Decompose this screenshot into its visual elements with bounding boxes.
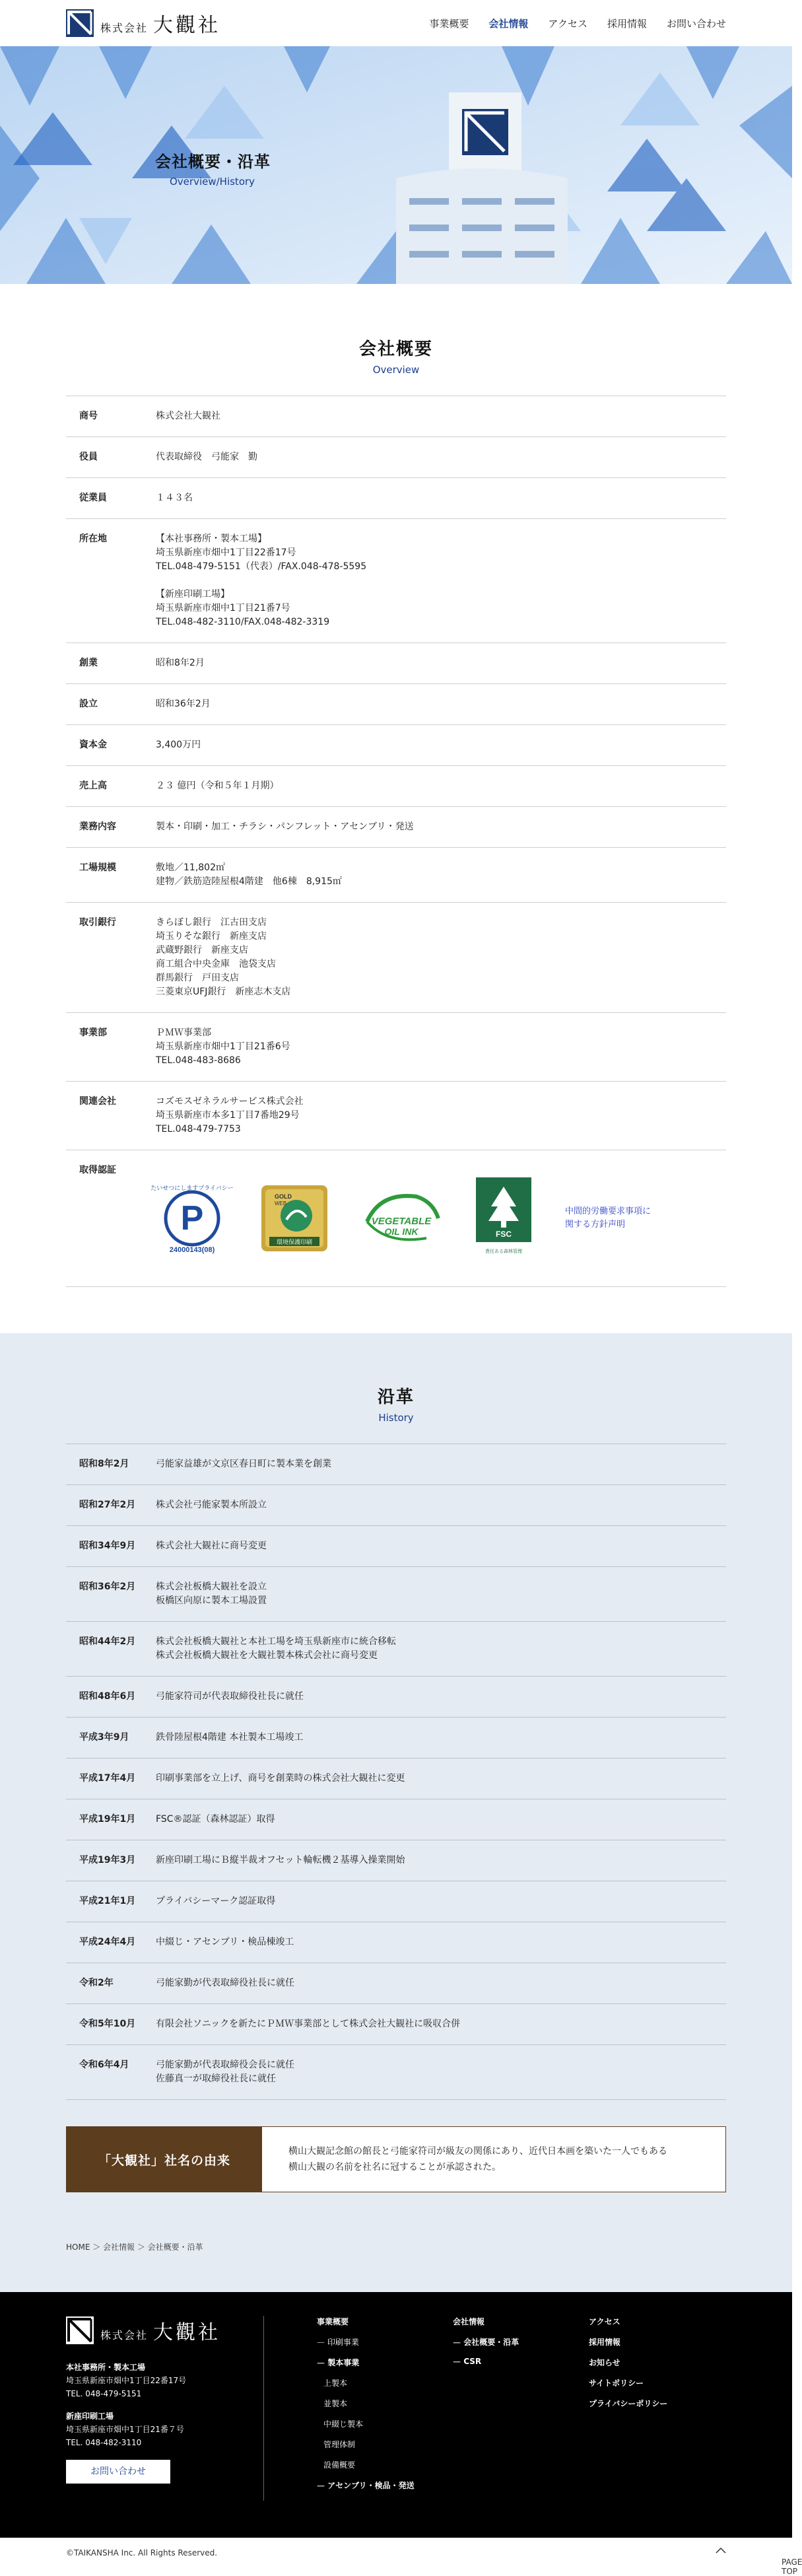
- table-row: [66, 1150, 726, 1287]
- page-subtitle: Overview/History: [170, 176, 255, 188]
- row-value: FSC®認証（森林認証）取得: [156, 1814, 275, 1825]
- green-bottom: 環境保護印刷: [276, 1239, 313, 1246]
- history-subtitle: History: [378, 1412, 414, 1424]
- row-value: 代表取締役 弓能家 勤: [156, 452, 257, 462]
- copyright-bar: [0, 2538, 802, 2576]
- green-mid: WEB: [275, 1201, 287, 1206]
- row-label: 平成17年4月: [79, 1773, 136, 1784]
- row-label: 取得認証: [79, 1165, 116, 1175]
- table-row: [66, 437, 726, 478]
- footer-col-other: [589, 2316, 725, 2501]
- hero-banner: [0, 46, 792, 284]
- footer-link[interactable]: 会社情報: [453, 2317, 485, 2326]
- table-row: [66, 1677, 726, 1718]
- site-footer: [0, 2292, 792, 2538]
- footer-logo-small: 株式会社: [100, 2329, 149, 2342]
- nav-access[interactable]: アクセス: [548, 17, 587, 30]
- history-table: [66, 1444, 726, 2100]
- row-value: 新座印刷工場にＢ縦半裁オフセット輪転機２基導入操業開始: [156, 1855, 405, 1865]
- row-value: 株式会社大観社: [156, 411, 220, 421]
- table-row: [66, 519, 726, 643]
- table-row: [66, 1758, 726, 1799]
- table-row: [66, 643, 726, 684]
- table-row: [66, 766, 726, 807]
- footer-link[interactable]: 採用情報: [589, 2338, 621, 2347]
- policy-statement-link[interactable]: 中間的労働要求事項に 関する方針声明: [565, 1206, 652, 1230]
- veg-line2: OIL INK: [384, 1226, 418, 1237]
- row-label: 平成21年1月: [79, 1896, 136, 1906]
- row-value: 弓能家勤が代表取締役社長に就任: [156, 1978, 294, 1988]
- row-value: 株式会社板橋大観社を設立 板橋区向原に製本工場設置: [156, 1582, 267, 1606]
- table-row: [66, 1622, 726, 1677]
- table-row: [66, 1718, 726, 1758]
- row-label: 昭和8年2月: [79, 1459, 129, 1469]
- row-value: 敷地／11,802㎡ 建物／鉄筋造陸屋根4階建 他6棟 8,915㎡: [156, 862, 342, 887]
- footer-logo-big: 大觀社: [153, 2321, 221, 2344]
- nav-company[interactable]: 会社情報: [488, 17, 529, 30]
- table-row: [66, 1013, 726, 1082]
- table-row: [66, 1799, 726, 1840]
- table-row: [66, 1922, 726, 1963]
- row-label: 商号: [79, 411, 98, 421]
- row-label: 昭和27年2月: [79, 1500, 136, 1510]
- row-label: 昭和36年2月: [79, 1582, 136, 1592]
- row-value: 中綴じ・アセンブリ・検品棟竣工: [156, 1937, 294, 1947]
- row-value: プライバシーマーク認証取得: [156, 1896, 276, 1906]
- footer-link[interactable]: 管理体制: [323, 2440, 356, 2449]
- row-label: 令和2年: [79, 1978, 114, 1988]
- row-label: 平成24年4月: [79, 1937, 136, 1947]
- overview-table: [66, 396, 726, 1150]
- site-header: [0, 0, 792, 46]
- name-origin-box: [66, 2126, 726, 2192]
- table-row: [66, 848, 726, 903]
- footer-logo-mark-icon: [66, 2316, 94, 2344]
- footer-address-print: 新座印刷工場 埼玉県新座市畑中1丁目21番７号 TEL. 048-482-3110: [66, 2412, 184, 2447]
- chevron-up-icon: [716, 2547, 726, 2554]
- history-section: [0, 1333, 792, 2292]
- page-top-button[interactable]: [716, 2547, 802, 2576]
- green-top: GOLD: [275, 1193, 292, 1200]
- row-label: 業務内容: [79, 821, 116, 832]
- nav-business[interactable]: 事業概要: [429, 17, 469, 30]
- table-row: [66, 903, 726, 1013]
- footer-link[interactable]: — CSR: [453, 2357, 589, 2366]
- row-label: 売上高: [79, 781, 107, 791]
- row-value: 昭和36年2月: [156, 699, 211, 709]
- table-row: [66, 1444, 726, 1485]
- row-value: 3,400万円: [156, 740, 201, 750]
- row-label: 昭和48年6月: [79, 1691, 136, 1702]
- row-label: 平成19年1月: [79, 1814, 136, 1825]
- table-row: [66, 1082, 726, 1150]
- row-value: 昭和8年2月: [156, 658, 205, 668]
- row-label: 平成3年9月: [79, 1732, 129, 1743]
- row-label: 令和6年4月: [79, 2060, 129, 2070]
- veg-line1: VEGETABLE: [371, 1216, 432, 1227]
- overview-subtitle: Overview: [372, 364, 420, 376]
- table-row: [66, 396, 726, 437]
- row-label: 従業員: [79, 493, 107, 503]
- table-row: [66, 2045, 726, 2100]
- copyright-text: ©TAIKANSHA Inc. All Rights Reserved.: [66, 2548, 218, 2558]
- site-logo[interactable]: [66, 9, 220, 38]
- hero-background: [0, 46, 792, 284]
- cert-logos: [150, 1177, 726, 1259]
- footer-logo[interactable]: [66, 2316, 263, 2345]
- page-top-label: PAGE TOP: [782, 2558, 802, 2576]
- footer-link[interactable]: アクセス: [589, 2317, 620, 2326]
- nav-contact[interactable]: お問い合わせ: [666, 17, 726, 30]
- row-label: 取引銀行: [79, 917, 116, 928]
- fsc-sub: 責任ある森林管理: [485, 1249, 522, 1254]
- row-value: 弓能家益雄が文京区春日町に製本業を創業: [156, 1459, 331, 1469]
- row-value: 有限会社ソニックを新たにＰＭＷ事業部として株式会社大観社に吸収合併: [156, 2019, 461, 2029]
- table-row: [66, 478, 726, 519]
- logo-mark-icon: [66, 9, 94, 37]
- cert-table: [66, 1150, 726, 1287]
- row-value: 弓能家勤が代表取締役会長に就任 佐藤真一が取締役社長に就任: [156, 2060, 294, 2084]
- table-row: [66, 1567, 726, 1622]
- row-value: 【本社事務所・製本工場】 埼玉県新座市畑中1丁目22番17号 TEL.048-479-5151（代表）/FAX.048-478-5595 【新座印刷工場】 埼玉県新座市畑中1丁目21番7号 TEL.048-482-3110/FAX.048-482-3319: [156, 534, 367, 627]
- footer-col-company: [453, 2316, 589, 2501]
- footer-link[interactable]: プライバシーポリシー: [589, 2399, 668, 2408]
- fsc-icon: [474, 1177, 533, 1259]
- row-value: 鉄骨陸屋根4階建 本社製本工場竣工: [156, 1732, 304, 1743]
- row-label: 平成19年3月: [79, 1855, 136, 1865]
- footer-address-main: 本社事務所・製本工場 埼玉県新座市畑中1丁目22番17号 TEL. 048-479-5151: [66, 2363, 187, 2398]
- footer-contact-button[interactable]: お問い合わせ: [66, 2460, 170, 2484]
- row-label: 昭和44年2月: [79, 1636, 136, 1647]
- row-value: ２３ 億円（令和５年１月期）: [156, 781, 279, 791]
- row-label: 関連会社: [79, 1096, 116, 1107]
- footer-col-business: [317, 2316, 453, 2501]
- history-title: 沿革: [377, 1387, 415, 1407]
- row-value: 印刷事業部を立上げ、商号を創業時の株式会社大観社に変更: [156, 1773, 405, 1784]
- fsc-text: FSC: [496, 1230, 512, 1239]
- table-row: [66, 725, 726, 766]
- name-origin-label: 「大観社」社名の由来: [67, 2127, 262, 2192]
- row-value: コズモスゼネラルサービス株式会社 埼玉県新座市本多1丁目7番地29号 TEL.048-479-7753: [156, 1096, 304, 1134]
- footer-link[interactable]: — 製本事業: [317, 2357, 453, 2368]
- footer-link[interactable]: サイトポリシー: [589, 2379, 644, 2388]
- logo-big-text: 大觀社: [153, 14, 221, 37]
- footer-link[interactable]: 事業概要: [317, 2317, 349, 2326]
- row-label: 資本金: [79, 740, 107, 750]
- row-label: 役員: [79, 452, 98, 462]
- name-origin-text: 横山大観記念館の館長と弓能家符司が級友の関係にあり、近代日本画を築いた一人でもある 横山大観の名前を社名に冠することが承認された。: [288, 2146, 667, 2173]
- nav-recruit[interactable]: 採用情報: [607, 17, 647, 30]
- footer-link[interactable]: 上製本: [323, 2379, 348, 2388]
- table-row: [66, 684, 726, 725]
- page-title: 会社概要・沿革: [155, 153, 271, 171]
- table-row: [66, 1485, 726, 1526]
- privacy-mark-icon: [150, 1182, 234, 1255]
- table-row: [66, 1881, 726, 1922]
- breadcrumb[interactable]: HOME ＞ 会社情報 ＞ 会社概要・沿革: [66, 2243, 203, 2252]
- row-label: 工場規模: [79, 862, 116, 873]
- row-label: 令和5年10月: [79, 2019, 136, 2029]
- footer-link[interactable]: 並製本: [323, 2399, 348, 2408]
- row-value: きらぼし銀行 江古田支店 埼玉りそな銀行 新座支店 武蔵野銀行 新座支店 商工組合中央金庫 池袋支店 群馬銀行 戸田支店 三菱東京UFJ銀行 新座志木支店: [156, 917, 291, 997]
- logo-small-text: 株式会社: [100, 22, 149, 34]
- footer-link[interactable]: — 会社概要・沿革: [453, 2336, 589, 2348]
- table-row: [66, 2004, 726, 2045]
- overview-section: [0, 284, 792, 1333]
- row-value: １４３名: [156, 493, 193, 503]
- row-value: 株式会社弓能家製本所設立: [156, 1500, 267, 1510]
- row-value: 株式会社板橋大観社と本社工場を埼玉県新座市に統合移転 株式会社板橋大観社を大観社製本株式会社に商号変更: [156, 1636, 396, 1661]
- vegetable-oil-ink-icon: [360, 1189, 442, 1248]
- footer-link[interactable]: 設備概要: [323, 2460, 356, 2470]
- row-value: ＰＭＷ事業部 埼玉県新座市畑中1丁目21番6号 TEL.048-483-8686: [156, 1027, 290, 1066]
- table-row: [66, 1840, 726, 1881]
- row-value: 株式会社大観社に商号変更: [156, 1541, 267, 1551]
- row-label: 設立: [79, 699, 98, 709]
- table-row: [66, 1963, 726, 2004]
- row-value: 弓能家符司が代表取締役社長に就任: [156, 1691, 304, 1702]
- svg-text:P: P: [180, 1199, 204, 1237]
- privacy-text: たいせつにしますプライバシー: [150, 1185, 234, 1192]
- row-label: 所在地: [79, 534, 107, 544]
- footer-link[interactable]: 中綴じ製本: [323, 2419, 364, 2429]
- footer-link[interactable]: お知らせ: [589, 2358, 620, 2367]
- row-label: 創業: [79, 658, 98, 668]
- overview-title: 会社概要: [358, 339, 433, 359]
- row-label: 昭和34年9月: [79, 1541, 136, 1551]
- green-print-icon: [260, 1184, 329, 1253]
- table-row: [66, 1526, 726, 1567]
- footer-link[interactable]: — 印刷事業: [317, 2336, 453, 2348]
- footer-link[interactable]: — アセンブリ・検品・発送: [317, 2480, 453, 2491]
- row-value: 製本・印刷・加工・チラシ・パンフレット・アセンブリ・発送: [156, 821, 414, 832]
- table-row: [66, 807, 726, 848]
- privacy-number: 24000143(08): [169, 1246, 215, 1254]
- row-label: 事業部: [79, 1027, 107, 1038]
- global-nav: [429, 14, 726, 33]
